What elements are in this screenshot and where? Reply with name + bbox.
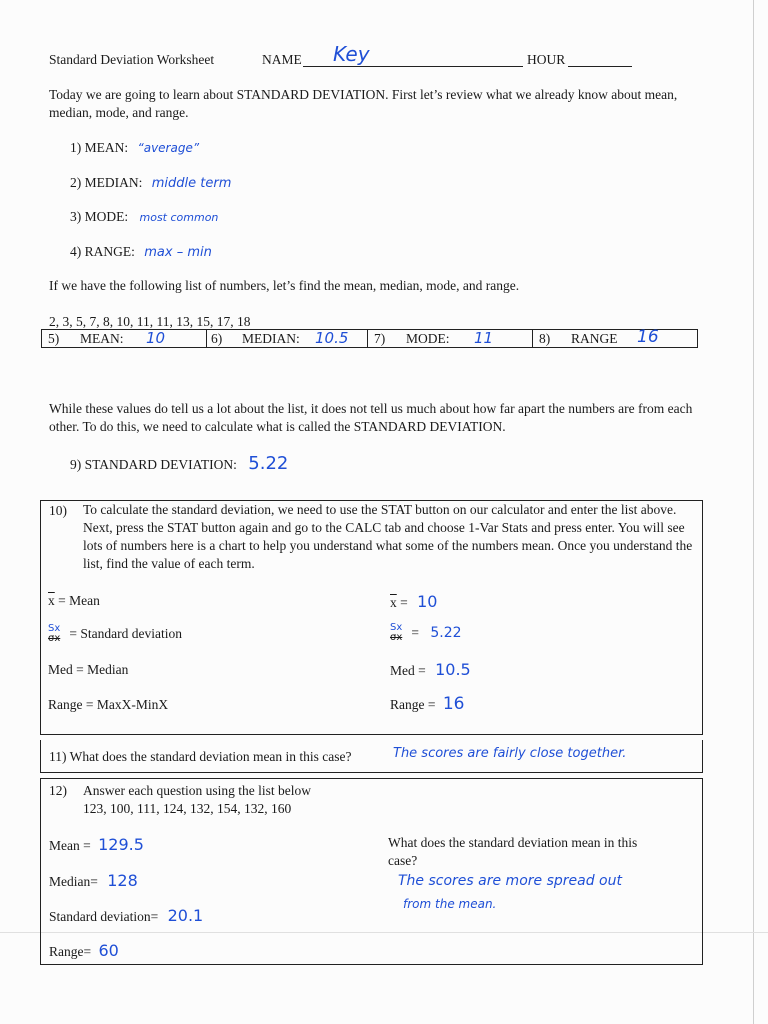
review-range-answer: max – min [144,245,212,260]
stats-num: 6) [211,331,223,346]
sd-intro-paragraph: While these values do tell us a lot about the list, it does not tell us much about how far apart the numbers are from each other. To do this, we need to calculate what is called the STANDARD DEVIATION. [49,401,693,434]
q10-num: 10) [49,503,67,518]
intro-paragraph: Today we are going to learn about STANDARD DEVIATION. First let’s review what we already know about mean, median, mode, and range. [49,87,678,120]
stats-label: MEAN: [80,331,124,346]
sx-eq: = [411,625,419,641]
sx-top-2: Sx [390,622,403,633]
stats-label: RANGE [571,331,618,346]
review-mode [70,209,218,225]
stats-num: 5) [48,331,60,346]
q12-mean-row [49,835,144,854]
list-intro: If we have the following list of numbers, let’s find the mean, median, mode, and range. [49,278,520,293]
q10-text: To calculate the standard deviation, we need to use the STAT button on our calculator and enter the list above. Next, press the STAT button again and go to the CALC tab and choose 1-Var Stats and press enter. You will see lots of numbers here is a chart to help you understand what some of the numbers mean. Once you understand the list, find the value of each term. [83,502,693,571]
stats-cell-range [533,327,697,347]
stats-row-table [41,329,698,348]
hour-field[interactable] [568,50,632,67]
review-range [70,244,212,260]
q10-sx-def [48,623,182,644]
review-mean [70,140,199,156]
q12-sd-answer: 20.1 [167,906,204,925]
hour-label: HOUR [527,52,566,67]
q10-xbar-answer-row [390,592,437,611]
sx-symbol-2 [390,622,408,643]
q12-mean-answer: 129.5 [98,835,144,854]
q12-median-answer: 128 [107,871,138,890]
xbar-symbol-2: $\overline{x}$ [390,595,397,610]
sx-def: = Standard deviation [69,626,182,642]
review-range-label: 4) RANGE: [70,244,135,259]
med-eq: Med = [390,663,426,678]
sx-top: Sx [48,623,61,634]
review-mode-label: 3) MODE: [70,209,129,224]
q11-answer: The scores are fairly close together. [393,746,627,761]
sx-answer: 5.22 [430,625,462,642]
stats-answer: 16 [637,327,659,347]
xbar-def: = Mean [58,593,100,608]
q11-box [40,740,703,773]
q12-median-label: Median= [49,874,98,889]
q10-box [40,500,703,735]
stats-cell-median [207,330,368,347]
q12-response-line2: from the mean. [403,897,497,911]
stats-label: MEDIAN: [242,331,300,346]
number-list: 2, 3, 5, 7, 8, 10, 11, 11, 13, 15, 17, 18 [49,314,251,329]
q12-box [40,778,703,965]
stats-answer: 10.5 [315,329,349,347]
med-answer: 10.5 [435,660,471,679]
sx-symbol [48,623,66,644]
review-mean-answer: “average” [137,141,200,155]
review-mean-label: 1) MEAN: [70,140,129,155]
name-value: Key [333,42,370,66]
q10-xbar-def [48,593,100,609]
q9-label: 9) STANDARD DEVIATION: [70,457,237,472]
stats-answer: 11 [474,329,494,347]
q12-range-answer: 60 [98,941,119,960]
q12-list: 123, 100, 111, 124, 132, 154, 132, 160 [83,801,292,816]
xbar-answer: 10 [417,592,438,611]
sx-bot-2: σx [390,632,403,643]
q10-range-answer-row [390,694,465,714]
stats-label: MODE: [406,331,450,346]
q10-med-def: Med = Median [48,662,129,677]
q12-sd-row [49,906,203,925]
page-edge [753,0,754,1024]
worksheet-title: Standard Deviation Worksheet [49,52,215,67]
q10-sx-answer-row [390,622,462,643]
range-answer: 16 [442,694,465,714]
stats-cell-mode [368,330,533,347]
q9-answer: 5.22 [248,453,289,474]
q12-response-line1: The scores are more spread out [398,873,622,889]
review-median-label: 2) MEDIAN: [70,175,143,190]
stats-num: 7) [374,331,386,346]
q12-range-row [49,941,119,960]
q12-question: What does the standard deviation mean in this case? [388,835,638,868]
q12-mean-label: Mean = [49,838,91,853]
review-median [70,175,231,191]
q10-med-answer-row [390,660,471,679]
xbar-symbol: $\overline{x}$ [48,593,55,608]
review-mode-answer: most common [139,211,219,224]
q12-text: Answer each question using the list below [83,783,311,798]
name-label: NAME [262,52,302,67]
q10-range-def: Range = MaxX-MinX [48,697,169,712]
q11-label: 11) What does the standard deviation mean in this case? [49,749,352,764]
sx-bot: σx [48,633,61,644]
stats-num: 8) [539,331,551,346]
review-median-answer: middle term [151,176,232,191]
q12-median-row [49,871,138,890]
stats-cell-mean [42,330,207,347]
name-field[interactable] [303,42,523,67]
q9 [70,453,288,474]
q12-range-label: Range= [49,944,92,959]
q12-sd-label: Standard deviation= [49,909,159,924]
range-eq: Range = [390,697,436,712]
xbar-eq: = [400,595,408,610]
q12-num: 12) [49,783,67,798]
stats-answer: 10 [146,329,166,347]
